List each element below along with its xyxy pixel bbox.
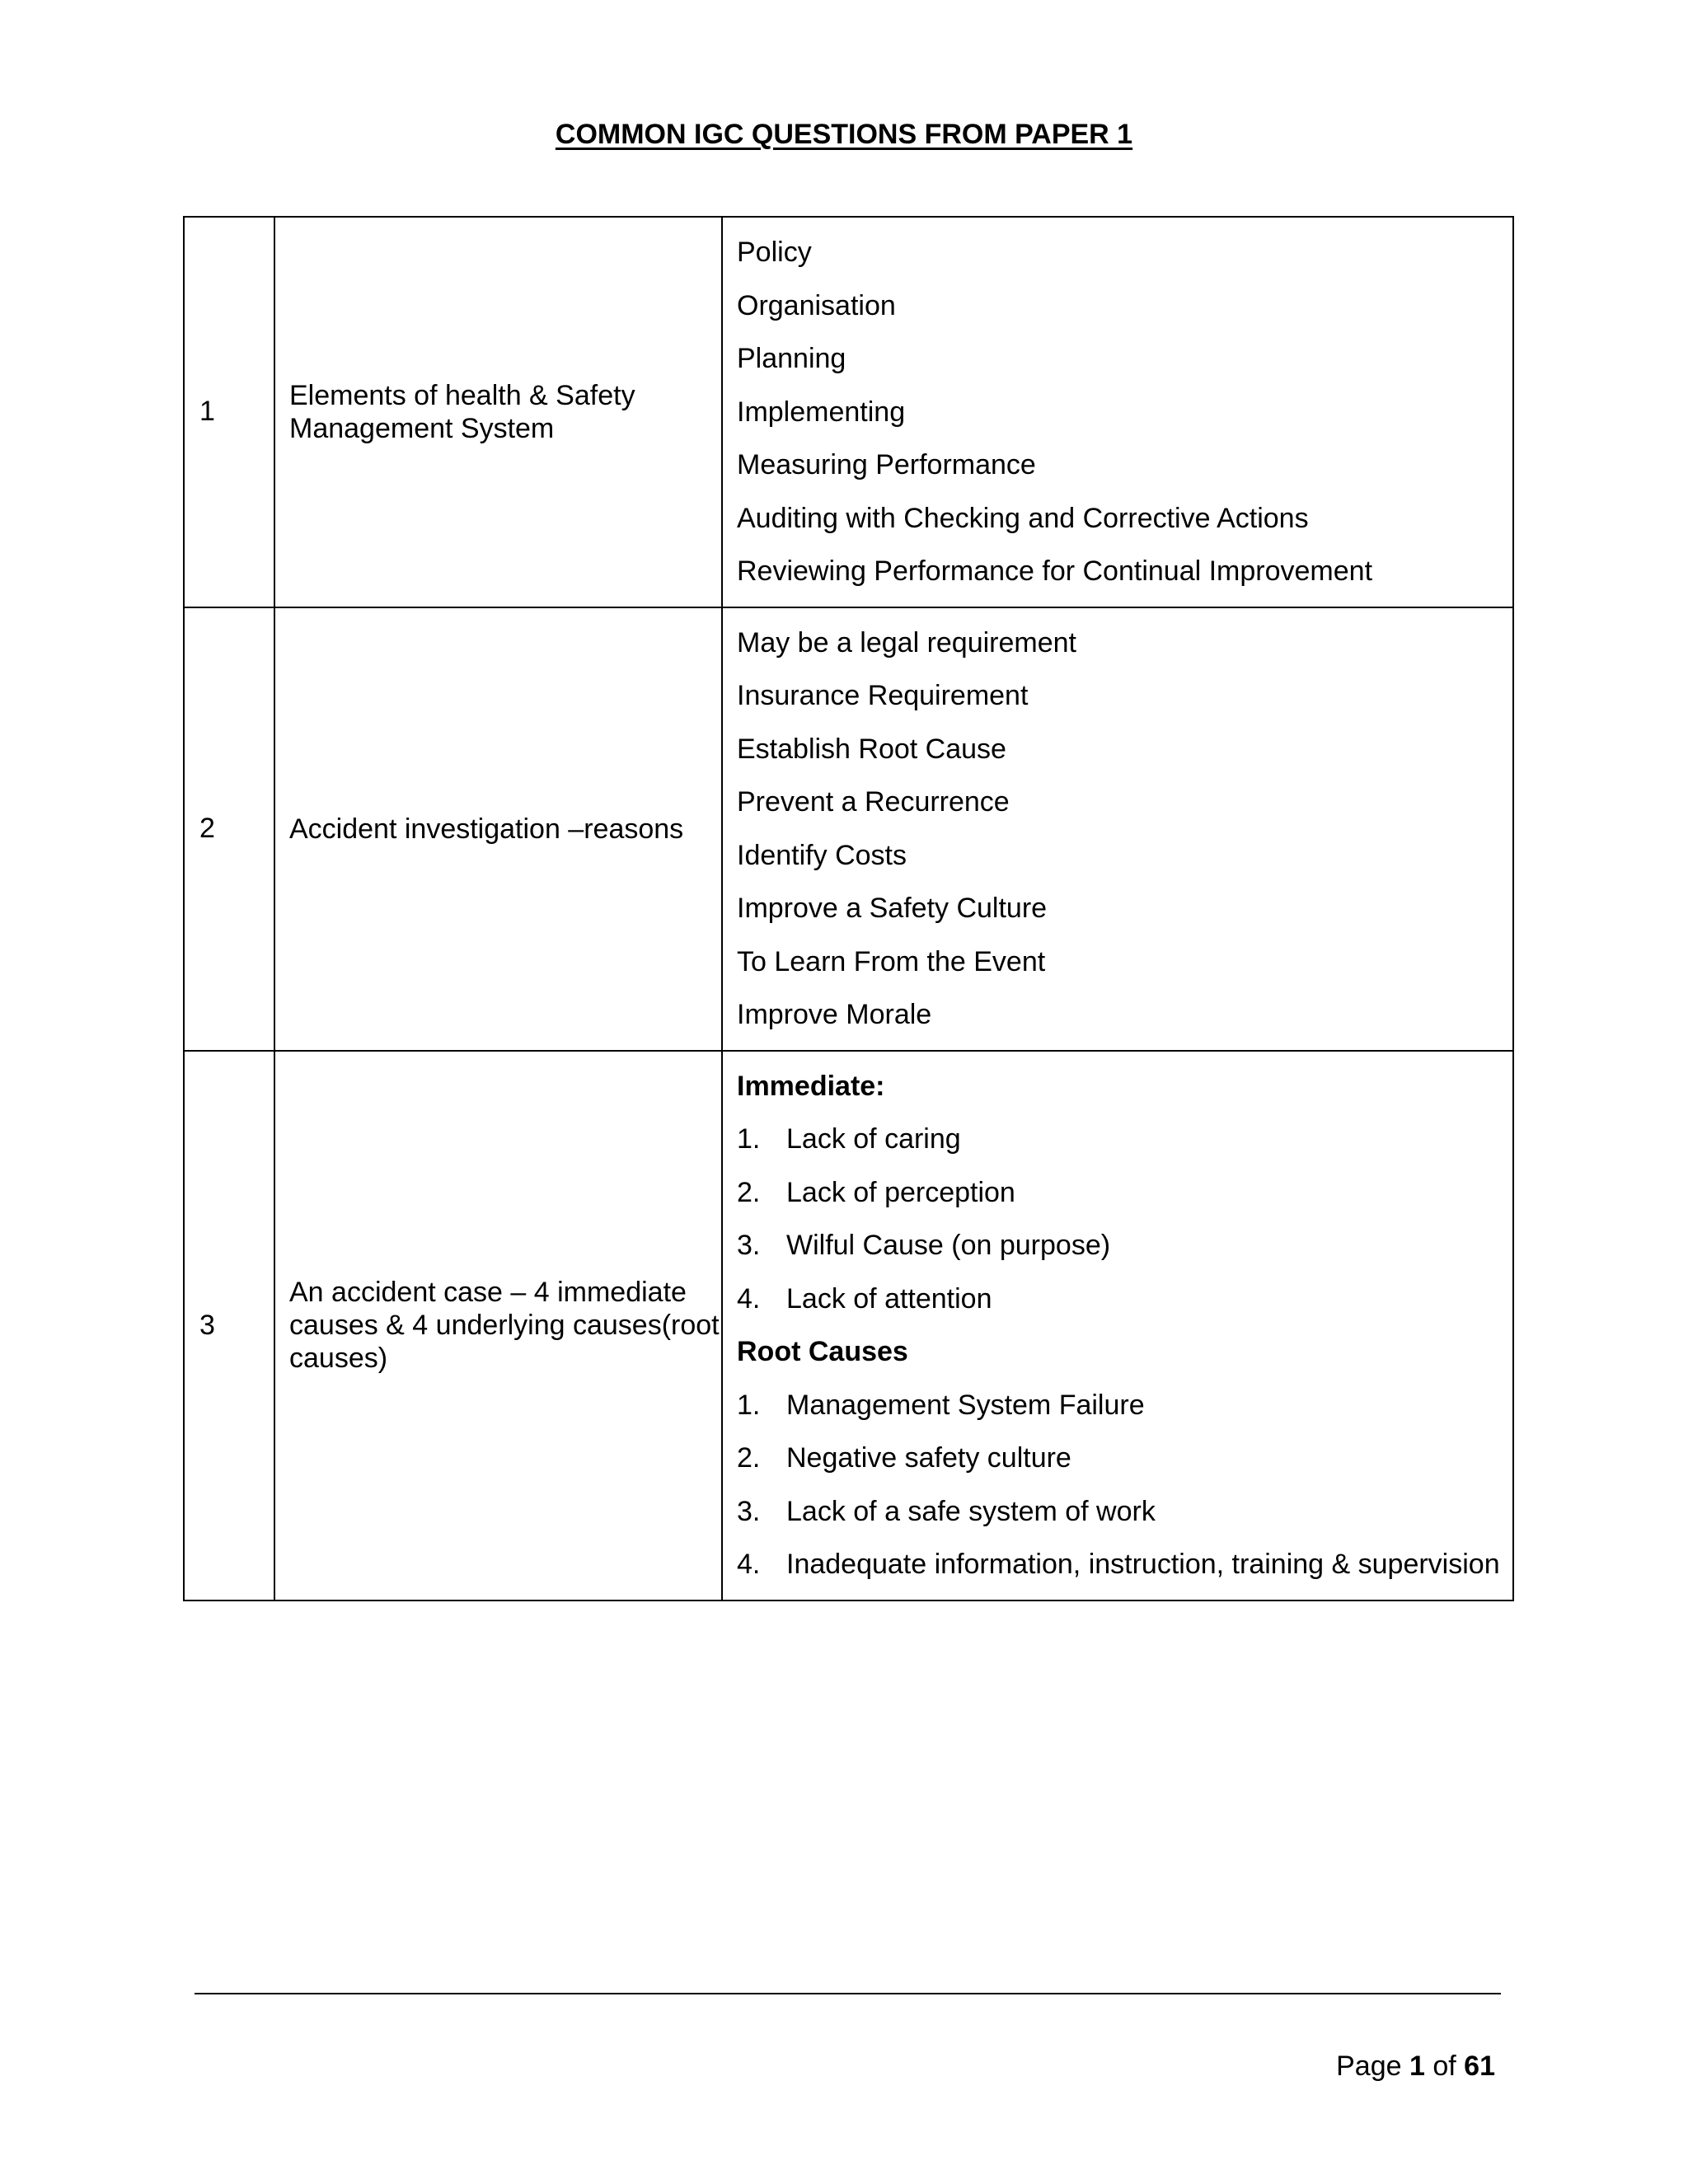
footer-divider [195, 1993, 1501, 1994]
list-item-number: 1. [737, 1389, 761, 1421]
list-item-text: Wilful Cause (on purpose) [786, 1230, 1111, 1261]
row-number: 3 [184, 1051, 274, 1601]
list-item [737, 332, 1512, 386]
list-item-number: 4. [737, 1282, 761, 1315]
list-item-text: May be a legal requirement [737, 626, 1077, 658]
list-item [737, 386, 1512, 439]
list-item-number: 3. [737, 1495, 761, 1527]
list-item [737, 1485, 1512, 1539]
list-item-text: Root Causes [737, 1336, 908, 1367]
list-item [737, 988, 1512, 1042]
list-item-text: Inadequate information, instruction, training & supervision [786, 1549, 1500, 1580]
list-item-text: Auditing with Checking and Corrective Actions [737, 502, 1309, 534]
answer-heading [737, 1325, 1512, 1379]
page-title: COMMON IGC QUESTIONS FROM PAPER 1 [555, 119, 1133, 150]
list-item-text: Improve a Safety Culture [737, 893, 1048, 924]
list-item [737, 669, 1512, 723]
list-item [737, 492, 1512, 546]
list-item-text: Reviewing Performance for Continual Improvement [737, 555, 1373, 587]
list-item-text: Immediate: [737, 1070, 885, 1102]
list-item-text: Establish Root Cause [737, 733, 1006, 765]
list-item [737, 1432, 1512, 1485]
list-item [737, 438, 1512, 492]
list-item-number: 3. [737, 1230, 761, 1261]
list-item [737, 226, 1512, 279]
list-item-text: Identify Costs [737, 839, 907, 871]
list-item-text: Measuring Performance [737, 449, 1036, 480]
page-label: Page [1336, 2050, 1402, 2082]
question-topic: Elements of health & Safety Management System [274, 217, 722, 607]
list-item-text: Prevent a Recurrence [737, 786, 1010, 818]
list-item [737, 616, 1512, 670]
list-item-number: 2. [737, 1176, 761, 1208]
list-item-text: Organisation [737, 289, 896, 321]
answer-cell [722, 607, 1513, 1051]
row-number: 1 [184, 217, 274, 607]
table-row [184, 607, 1513, 1051]
list-item-text: Lack of a safe system of work [786, 1495, 1156, 1527]
table-row [184, 1051, 1513, 1601]
list-item [737, 829, 1512, 883]
list-item-text: To Learn From the Event [737, 945, 1046, 977]
list-item-text: Lack of caring [786, 1123, 961, 1155]
page-number [1336, 2050, 1495, 2083]
list-item [737, 1113, 1512, 1166]
list-item-text: Implementing [737, 396, 906, 428]
list-item-number: 2. [737, 1442, 761, 1474]
list-item [737, 776, 1512, 829]
list-item [737, 882, 1512, 935]
answer-heading [737, 1060, 1512, 1113]
question-topic: Accident investigation –reasons [274, 607, 722, 1051]
answer-cell [722, 1051, 1513, 1601]
answer-cell [722, 217, 1513, 607]
list-item-text: Negative safety culture [786, 1442, 1071, 1474]
list-item [737, 1538, 1512, 1591]
list-item-number: 4. [737, 1549, 761, 1580]
list-item [737, 279, 1512, 333]
list-item [737, 1272, 1512, 1326]
page-of: of [1432, 2050, 1456, 2082]
list-item-number: 1. [737, 1123, 761, 1155]
list-item-text: Management System Failure [786, 1389, 1145, 1421]
list-item [737, 545, 1512, 598]
list-item-text: Lack of perception [786, 1176, 1015, 1208]
list-item-text: Policy [737, 237, 812, 268]
row-number: 2 [184, 607, 274, 1051]
page-total: 61 [1464, 2050, 1495, 2082]
list-item [737, 1219, 1512, 1272]
list-item [737, 723, 1512, 776]
list-item-text: Improve Morale [737, 999, 932, 1030]
list-item [737, 935, 1512, 989]
list-item-text: Insurance Requirement [737, 680, 1029, 711]
list-item [737, 1166, 1512, 1220]
list-item-text: Planning [737, 343, 846, 374]
table-row [184, 217, 1513, 607]
page-current: 1 [1409, 2050, 1425, 2082]
list-item-text: Lack of attention [786, 1282, 992, 1315]
list-item [737, 1379, 1512, 1432]
questions-table [183, 216, 1514, 1601]
question-topic: An accident case – 4 immediate causes & 4 underlying causes(root causes) [274, 1051, 722, 1601]
